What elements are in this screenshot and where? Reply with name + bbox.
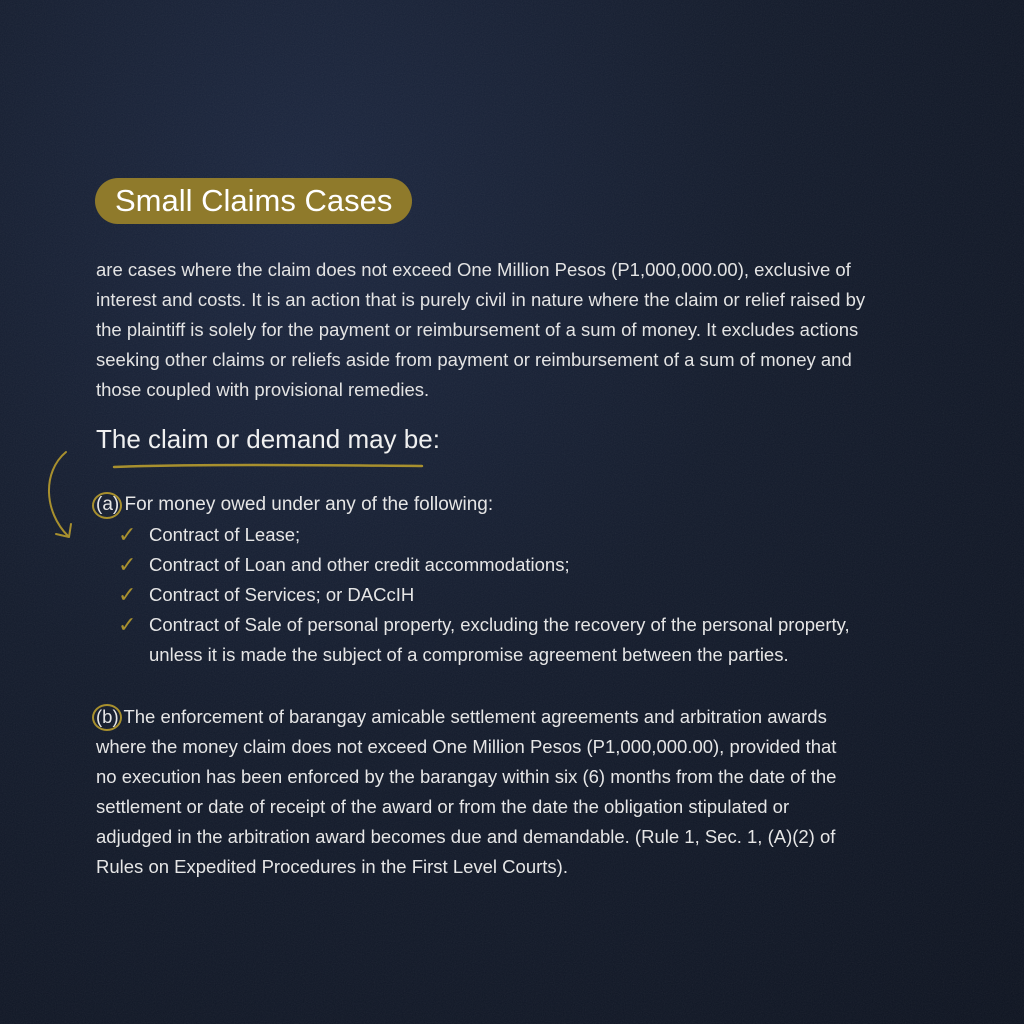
heading-badge	[95, 178, 412, 224]
item-b-line: where the money claim does not exceed One Million Pesos (P1,000,000.00), provided that	[96, 736, 837, 757]
item-b-first-line	[96, 702, 956, 732]
item-b	[96, 702, 956, 882]
curved-arrow-icon	[38, 448, 88, 548]
item-b-marker	[96, 702, 119, 732]
check-item-text: Contract of Loan and other credit accommodations;	[149, 554, 570, 575]
intro-line: those coupled with provisional remedies.	[96, 379, 430, 400]
check-icon: ✓	[118, 522, 137, 547]
check-item-text: Contract of Services; or DACcIH	[149, 584, 415, 605]
underline-stroke	[110, 458, 430, 474]
check-icon: ✓	[118, 552, 137, 577]
item-b-line: no execution has been enforced by the barangay within six (6) months from the date of the	[96, 766, 837, 787]
item-b-marker-text: (b)	[96, 706, 119, 727]
check-item-text: Contract of Lease;	[149, 524, 301, 545]
intro-line: seeking other claims or reliefs aside from payment or reimbursement of a sum of money and	[96, 349, 852, 370]
item-a	[96, 490, 493, 520]
item-b-first-text: The enforcement of barangay amicable settlement agreements and arbitration awards	[123, 706, 827, 727]
item-a-marker	[96, 490, 119, 520]
marker-circle-icon	[92, 704, 122, 731]
item-a-checklist	[118, 520, 850, 670]
intro-paragraph	[96, 255, 956, 405]
check-item-continuation: unless it is made the subject of a compromise agreement between the parties.	[149, 644, 789, 665]
item-a-text: For money owed under any of the following:	[124, 494, 494, 515]
item-b-line: Rules on Expedited Procedures in the First Level Courts).	[96, 856, 568, 877]
item-b-line: settlement or date of receipt of the award or from the date the obligation stipulated or	[96, 796, 790, 817]
check-item	[118, 580, 850, 610]
subheading: The claim or demand may be:	[96, 424, 440, 454]
marker-circle-icon	[92, 492, 122, 519]
check-item	[118, 610, 850, 640]
item-a-marker-text: (a)	[96, 494, 120, 515]
intro-line: the plaintiff is solely for the payment or reimbursement of a sum of money. It excludes actions	[96, 319, 859, 340]
heading-title: Small Claims Cases	[115, 183, 393, 218]
check-icon: ✓	[118, 582, 137, 607]
item-b-line: adjudged in the arbitration award becomes due and demandable. (Rule 1, Sec. 1, (A)(2) of	[96, 826, 836, 847]
check-item	[118, 520, 850, 550]
intro-line: are cases where the claim does not exceed One Million Pesos (P1,000,000.00), exclusive of	[96, 259, 851, 280]
check-item-text: Contract of Sale of personal property, excluding the recovery of the personal property,	[149, 614, 850, 635]
check-item	[118, 550, 850, 580]
check-icon: ✓	[118, 612, 137, 637]
intro-line: interest and costs. It is an action that is purely civil in nature where the claim or relief raised by	[96, 289, 866, 310]
